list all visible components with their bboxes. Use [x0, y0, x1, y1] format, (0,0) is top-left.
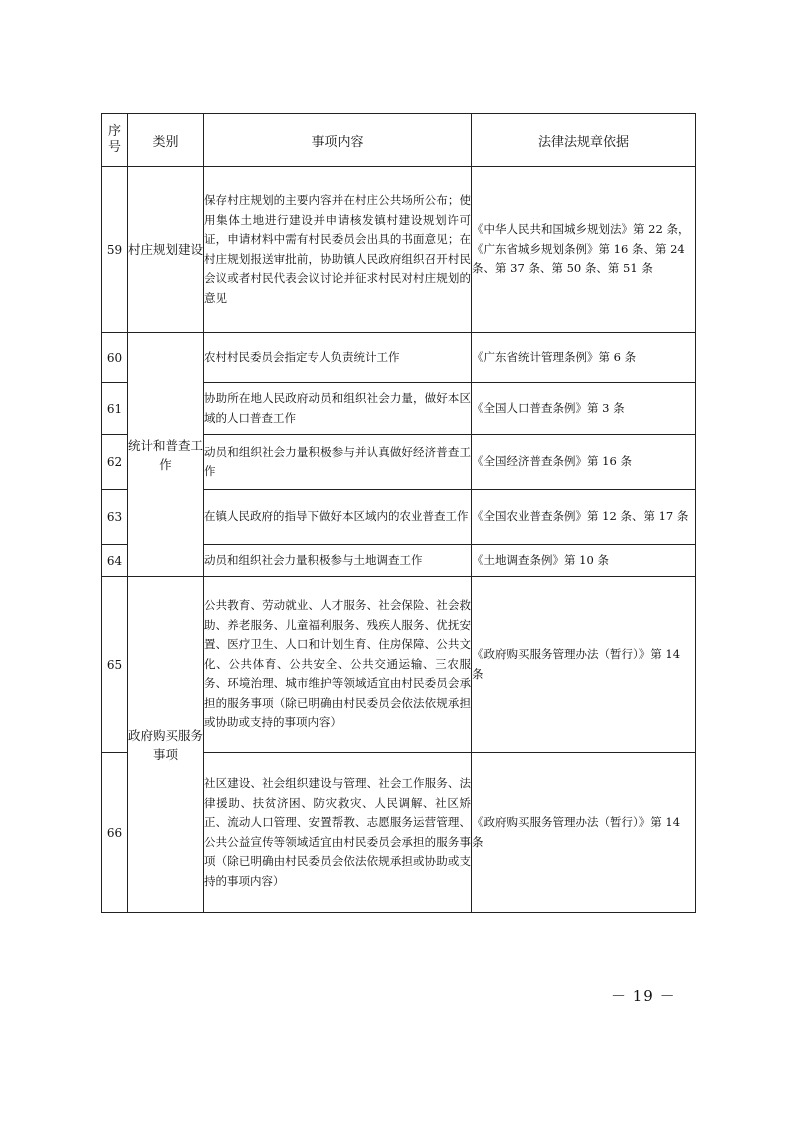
row-basis: 《中华人民共和国城乡规划法》第 22 条，《广东省城乡规划条例》第 16 条、第 24 条、第 37 条、第 50 条、第 51 条	[472, 167, 696, 333]
header-basis: 法律法规章依据	[472, 114, 696, 167]
row-category: 统计和普查工作	[128, 333, 204, 577]
row-category: 政府购买服务事项	[128, 577, 204, 913]
row-seq: 65	[102, 577, 128, 753]
row-content: 公共教育、劳动就业、人才服务、社会保险、社会救助、养老服务、儿童福利服务、残疾人服务、优抚安置、医疗卫生、人口和计划生育、住房保障、公共文化、公共体育、公共安全、公共交通运输、三农服务、环境治理、城市维护等领域适宜由村民委员会承担的服务事项（除已明确由村民委员会依法依规承担或协助或支持的事项内容）	[204, 577, 472, 753]
row-basis: 《政府购买服务管理办法（暂行）》第 14 条	[472, 753, 696, 913]
table-row	[102, 333, 696, 383]
table-row	[102, 577, 696, 753]
row-basis: 《全国人口普查条例》第 3 条	[472, 383, 696, 435]
row-content: 在镇人民政府的指导下做好本区域内的农业普查工作	[204, 490, 472, 545]
header-content: 事项内容	[204, 114, 472, 167]
header-category: 类别	[128, 114, 204, 167]
row-seq: 62	[102, 435, 128, 490]
row-seq: 59	[102, 167, 128, 333]
row-content: 协助所在地人民政府动员和组织社会力量，做好本区域的人口普查工作	[204, 383, 472, 435]
table-row	[102, 167, 696, 333]
row-content: 社区建设、社会组织建设与管理、社会工作服务、法律援助、扶贫济困、防灾救灾、人民调解、社区矫正、流动人口管理、安置帮教、志愿服务运营管理、公共公益宣传等领域适宜由村民委员会承担的服务事项（除已明确由村民委员会依法依规承担或协助或支持的事项内容）	[204, 753, 472, 913]
row-seq: 64	[102, 545, 128, 577]
row-basis: 《全国经济普查条例》第 16 条	[472, 435, 696, 490]
row-seq: 66	[102, 753, 128, 913]
row-category: 村庄规划建设	[128, 167, 204, 333]
row-seq: 61	[102, 383, 128, 435]
row-basis: 《土地调查条例》第 10 条	[472, 545, 696, 577]
row-basis: 《广东省统计管理条例》第 6 条	[472, 333, 696, 383]
row-basis: 《政府购买服务管理办法（暂行）》第 14 条	[472, 577, 696, 753]
row-seq: 63	[102, 490, 128, 545]
matters-table	[101, 113, 696, 913]
row-content: 农村村民委员会指定专人负责统计工作	[204, 333, 472, 383]
row-content: 动员和组织社会力量积极参与并认真做好经济普查工作	[204, 435, 472, 490]
header-seq: 序号	[102, 114, 128, 167]
table-header-row	[102, 114, 696, 167]
row-content: 保存村庄规划的主要内容并在村庄公共场所公布；使用集体土地进行建设并申请核发镇村建设规划许可证，申请材料中需有村民委员会出具的书面意见；在村庄规划报送审批前，协助镇人民政府组织召开村民会议或者村民代表会议讨论并征求村民对村庄规划的意见	[204, 167, 472, 333]
row-seq: 60	[102, 333, 128, 383]
row-basis: 《全国农业普查条例》第 12 条、第 17 条	[472, 490, 696, 545]
page-number: － 19 －	[611, 987, 676, 1005]
row-content: 动员和组织社会力量积极参与土地调查工作	[204, 545, 472, 577]
